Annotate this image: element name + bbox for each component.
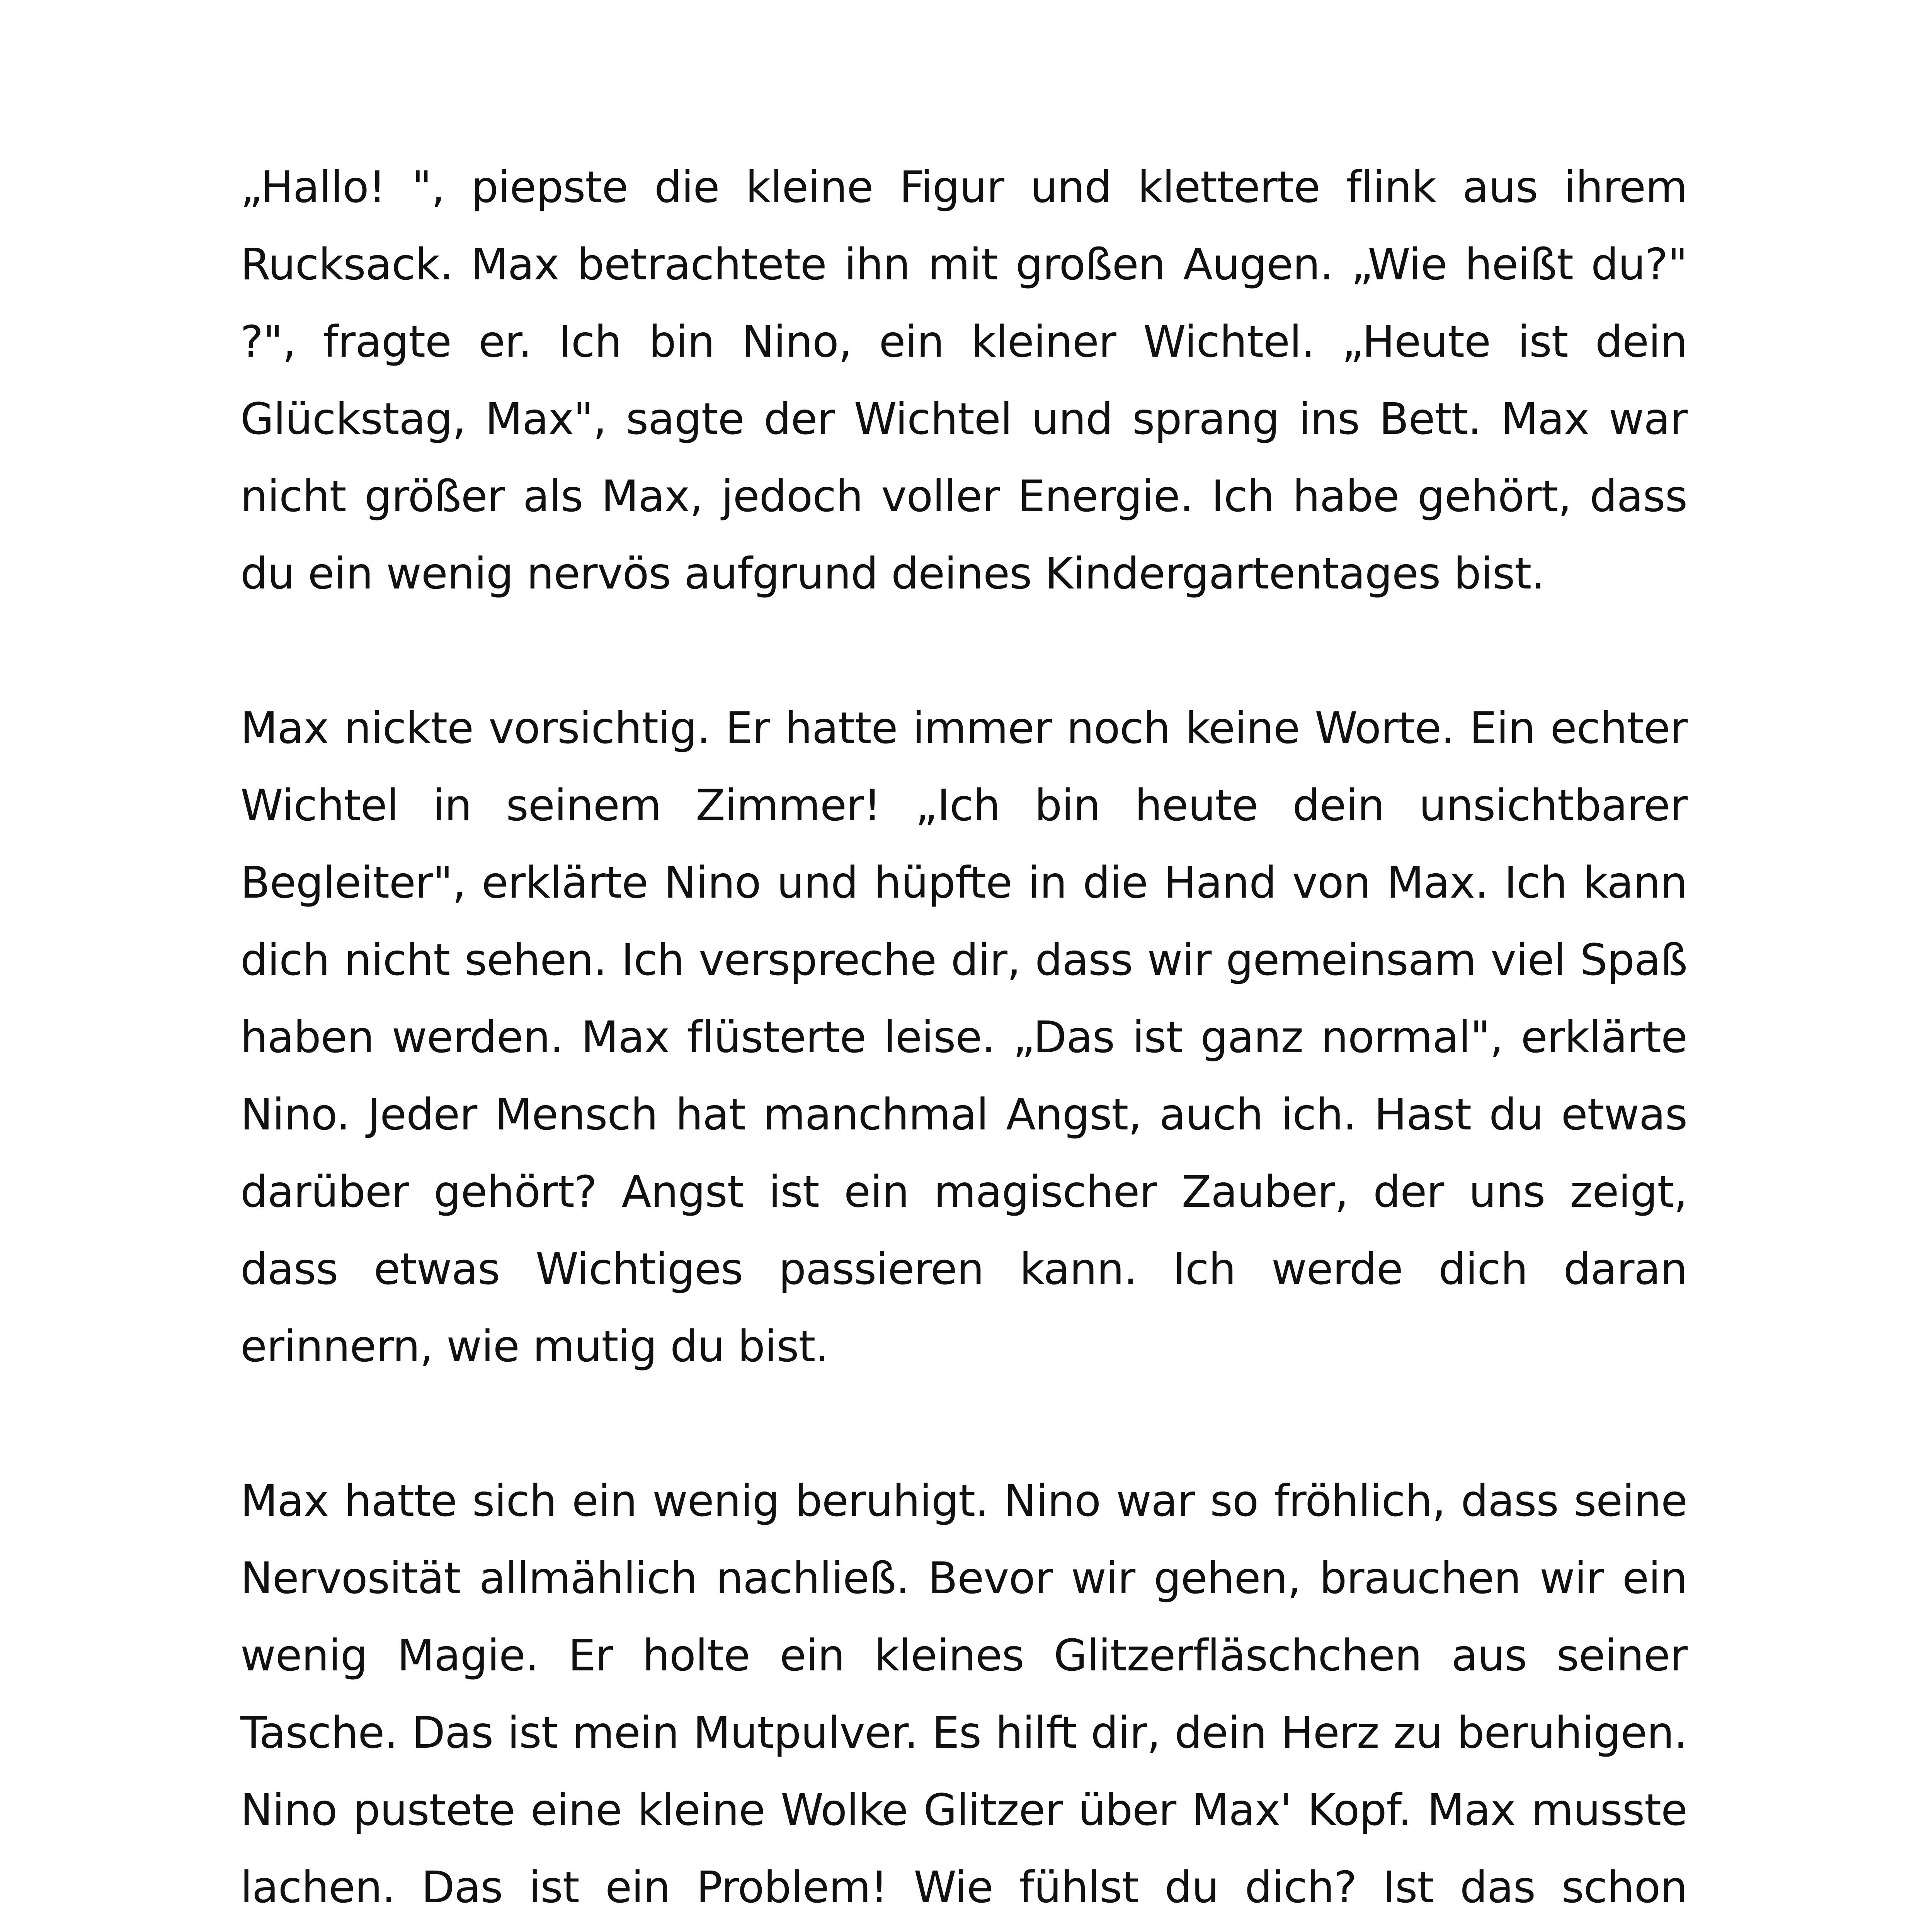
paragraph-1: „Hallo! ", piepste die kleine Figur und kletterte flink aus ihrem Rucksack. Max betrachtete ihn mit großen Augen. „Wie heißt du?" ?", fragte er. Ich bin Nino, ein kleiner Wichtel. „Heute ist dein Glückstag, Max", sagte der Wichtel und sprang ins Bett. Max war nicht größer als Max, jedoch voller Energie. Ich habe gehört, dass du ein wenig nervös aufgrund deines Kindergartentages bist.: [240, 162, 1687, 599]
body-text: [240, 149, 1687, 1932]
paragraph-2: Max nickte vorsichtig. Er hatte immer noch keine Worte. Ein echter Wichtel in seinem Zimmer! „Ich bin heute dein unsichtbarer Begleiter", erklärte Nino und hüpfte in die Hand von Max. Ich kann dich nicht sehen. Ich verspreche dir, dass wir gemeinsam viel Spaß haben werden. Max flüsterte leise. „Das ist ganz normal", erklärte Nino. Jeder Mensch hat manchmal Angst, auch ich. Hast du etwas darüber gehört? Angst ist ein magischer Zauber, der uns zeigt, dass etwas Wichtiges passieren kann. Ich werde dich daran erinnern, wie mutig du bist.: [240, 703, 1687, 1372]
paragraph-3: Max hatte sich ein wenig beruhigt. Nino war so fröhlich, dass seine Nervosität allmählich nachließ. Bevor wir gehen, brauchen wir ein wenig Magie. Er holte ein kleines Glitzerfläschchen aus seiner Tasche. Das ist mein Mutpulver. Es hilft dir, dein Herz zu beruhigen. Nino pustete eine kleine Wolke Glitzer über Max' Kopf. Max musste lachen. Das ist ein Problem! Wie fühlst du dich? Ist das schon: [240, 1476, 1687, 1913]
